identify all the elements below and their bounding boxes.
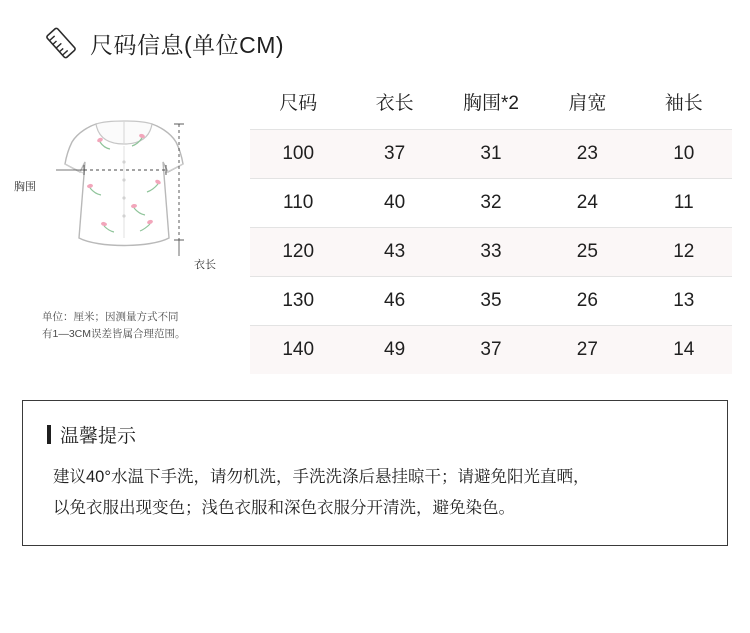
care-tips-header (47, 421, 703, 448)
table-row (250, 277, 732, 326)
size-table-body (250, 130, 732, 375)
cell-sleeve: 12 (636, 228, 732, 277)
cell-sleeve: 13 (636, 277, 732, 326)
column-header-chest: 胸围*2 (462, 93, 519, 114)
cell-chest: 37 (443, 326, 539, 375)
measurement-note-line2: 有1—3CM误差皆属合理范围。 (42, 328, 186, 341)
cell-chest: 31 (443, 130, 539, 179)
column-header-sleeve: 袖长 (664, 93, 703, 114)
care-tips-line1: 建议40°水温下手洗，请勿机洗，手洗洗涤后悬挂晾干；请避免阳光直晒， (53, 468, 590, 486)
ruler-icon (44, 26, 78, 60)
cell-size: 110 (250, 179, 346, 228)
size-section (0, 60, 750, 374)
cell-sleeve: 11 (636, 179, 732, 228)
table-row (250, 326, 732, 375)
cell-length: 43 (346, 228, 442, 277)
cell-size: 130 (250, 277, 346, 326)
cell-length: 40 (346, 179, 442, 228)
size-table-column (250, 78, 750, 374)
tips-accent-bar (47, 425, 51, 444)
cell-chest: 33 (443, 228, 539, 277)
care-tips-body (47, 462, 703, 523)
page-header (0, 0, 750, 60)
size-table-head (250, 78, 732, 130)
column-header-shoulder: 肩宽 (568, 93, 607, 114)
cell-chest: 32 (443, 179, 539, 228)
cell-shoulder: 25 (539, 228, 635, 277)
length-measure-label: 衣长 (194, 259, 216, 271)
cell-length: 49 (346, 326, 442, 375)
cell-size: 140 (250, 326, 346, 375)
cell-sleeve: 14 (636, 326, 732, 375)
care-tips-box (22, 400, 728, 546)
column-header-length: 衣长 (375, 93, 414, 114)
garment-illustration (8, 88, 248, 303)
cell-shoulder: 27 (539, 326, 635, 375)
table-row (250, 130, 732, 179)
cell-sleeve: 10 (636, 130, 732, 179)
cell-shoulder: 24 (539, 179, 635, 228)
cell-length: 37 (346, 130, 442, 179)
table-header-row (250, 78, 732, 130)
size-table (250, 78, 732, 374)
garment-illustration-column (0, 78, 250, 374)
column-header-size: 尺码 (279, 93, 318, 114)
cell-shoulder: 23 (539, 130, 635, 179)
cell-length: 46 (346, 277, 442, 326)
care-tips-title: 温馨提示 (60, 426, 137, 447)
cell-chest: 35 (443, 277, 539, 326)
table-row (250, 179, 732, 228)
cell-shoulder: 26 (539, 277, 635, 326)
page-title: 尺码信息(单位CM) (90, 31, 285, 58)
cell-size: 120 (250, 228, 346, 277)
table-row (250, 228, 732, 277)
measurement-note-line1: 单位：厘米；因测量方式不同 (42, 311, 179, 323)
chest-measure-label: 胸围 (14, 181, 36, 193)
measurement-note (8, 309, 250, 344)
cell-size: 100 (250, 130, 346, 179)
care-tips-line2: 以免衣服出现变色；浅色衣服和深色衣服分开清洗，避免染色。 (53, 498, 515, 517)
